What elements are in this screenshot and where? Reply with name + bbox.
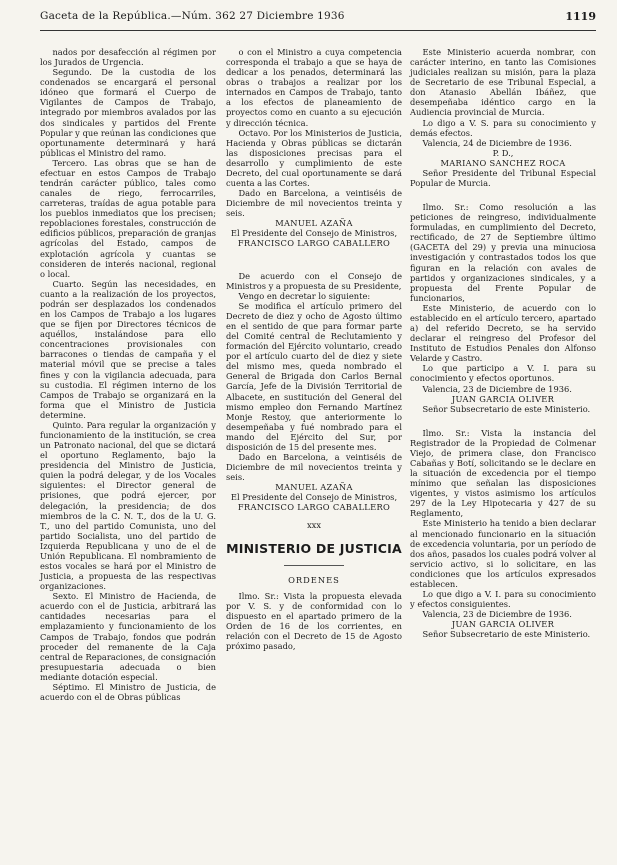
paragraph: Sexto. El Ministro de Hacienda, de acuerdo con el de Justicia, arbitrará las cantidades necesarias para el emplazamiento y funcionamiento de los Campos de Trabajo, fondos que podrán proceder del remanente de la Caja central de Reparaciones, de consignación presupuestaria adecuada o bien mediante dotación especial. (40, 591, 216, 682)
paragraph: Lo que digo a V. I. para su conocimiento y efectos consiguientes. (410, 588, 596, 610)
orden-secretario (410, 47, 596, 148)
paragraph: De acuerdo con el Consejo de Ministros y a propuesta de su Presidente, (226, 270, 402, 291)
addressee-3: Señor Subsecretario de este Ministerio. (422, 629, 591, 640)
paragraph: o con el Ministro a cuya competencia corresponda el trabajo a que se haya de dedicar a los penados, determinará las obras o trabajos a realizar por los internados en Campos de Trabajo, tanto a los efectos de planeamiento de proyectos como en cuanto a su ejecución y dirección técnica. (226, 47, 402, 128)
paragraph: Ilmo. Sr.: Vista la instancia del Registrador de la Propiedad de Colmenar Viejo, de primera clase, don Francisco Cabañas y Botí, solicitando se le declare en la situación de excedencia por el tiempo mínimo que señalan las disposiciones vigentes, y vistos asimismo los artículos 297 de la Ley Hipotecaria y 427 de su Reglamento, (410, 427, 596, 519)
signature-garcia-oliver-1: JUAN GARCIA OLIVER (451, 393, 555, 404)
paragraph: Lo que participo a V. I. para su conocimiento y efectos oportunos. (410, 363, 596, 384)
ministry-heading: MINISTERIO DE JUSTICIA (226, 540, 402, 556)
decree-continuation (226, 47, 402, 218)
ordenes-heading: ORDENES (288, 574, 340, 585)
header-title: Gaceta de la República.—Núm. 362 27 Diciembre 1936 (40, 10, 345, 22)
signature-largo-1: FRANCISCO LARGO CABALLERO (237, 238, 391, 249)
signature-president-title-2: El Presidente del Consejo de Ministros, (230, 492, 398, 503)
paragraph: Ilmo. Sr.: Como resolución a las peticiones de reingreso, individualmente formuladas, en cumplimiento del Decreto, rectificado, de 27 de Septiembre último (GACETA del 29) y previa una minuciosa investigación y contrastados todos los que figuran en la relación con avales de partidos y organizaciones sindicales, y a propuesta del Frente Popular de funcionarios, (410, 202, 596, 303)
orden-excedencia (410, 428, 596, 619)
column-1 (40, 47, 216, 702)
paragraph: Cuarto. Según las necesidades, en cuanto a la realización de los proyectos, podrán ser desplazados los condenados en los Campos de Trabajo a los lugares que se fijen por Directores técnicos de aquéllos, instalándose para ello concentraciones provisionales con barracones o tiendas de campaña y el material móvil que se precise a tales fines y con la vigilancia adecuada, para su custodia. El régimen interno de los Campos de Trabajo se organizará en la forma que el Ministro de Justicia determine. (40, 278, 216, 420)
paragraph: Este Ministerio acuerda nombrar, con carácter interino, en tanto las Comisiones judiciales realizan su misión, para la plaza de Secretario de ese Tribunal Especial, a don Atanasio Abellán Ibáñez, que desempeñaba idéntico cargo en la Audiencia provincial de Murcia. (410, 47, 596, 118)
column-3 (410, 47, 596, 639)
orden-reingreso (410, 202, 596, 393)
column-2 (226, 47, 402, 651)
paragraph: Dado en Barcelona, a veintiséis de Diciembre de mil novecientos treinta y seis. (226, 451, 402, 483)
section-separator: xxx (306, 520, 322, 531)
addressee-1: Señor Presidente del Tribunal Especial Popular de Murcia. (410, 167, 596, 189)
paragraph: Segundo. De la custodia de los condenados se encargará el personal idóneo que formará el Cuerpo de Vigilantes de Campos de Trabajo, integrado por miembros avalados por las dos sindicales y partidos del Frente Popular y que reúnan las condiciones que oportunamente determinará y hará públicas el Ministro del ramo. (40, 67, 216, 158)
pd-mark: P. D., (492, 147, 514, 158)
paragraph: Valencia, 23 de Diciembre de 1936. (422, 609, 572, 620)
page-number: 1119 (565, 10, 596, 23)
paragraph: Octavo. Por los Ministerios de Justicia, Hacienda y Obras públicas se dictarán las disposiciones precisas para el desarrollo y cumplimiento de este Decreto, del cual oportunamente se dará cuenta a las Cortes. (226, 127, 402, 189)
paragraph: Lo digo a V. S. para su conocimiento y demás efectos. (410, 117, 596, 138)
paragraph: Este Ministerio ha tenido a bien declarar al mencionado funcionario en la situación de excedencia voluntaria, por un período de dos años, pasados los cuales podrá volver al servicio activo, si lo solicitare, en las condiciones que los artículos expresados establecen. (410, 518, 596, 589)
paragraph: Dado en Barcelona, a veintiséis de Diciembre de mil novecientos treinta y seis. (226, 188, 402, 219)
paragraph: Tercero. Las obras que se han de efectuar en estos Campos de Trabajo tendrán carácter público, tales como canales de riego, ferrocarriles, carreteras, traídas de agua potable para los pueblos inmediatos que los precisen; repoblaciones forestales, construcción de edificios públicos, preparación de granjas agrícolas del Estado, campos de explotación agrícola y cuantas se consideren de interés nacional, regional o local. (40, 157, 216, 279)
col1-paragraphs (40, 47, 216, 702)
orden-preamble (226, 591, 402, 651)
page-header (40, 10, 596, 31)
paragraph: Quinto. Para regular la organización y funcionamiento de la institución, se crea un Patronato nacional, del que se dictará el oportuno Reglamento, bajo la presidencia del Ministro de Justicia, quien la podrá delegar, y de los Vocales siguientes: el Director general de prisiones, que podrá ejercer, por delegación, la presidencia; de dos miembros de la C. N. T., dos de la U. G. T., uno del partido Comunista, uno del partido Socialista, uno del partido de Izquierda Republicana y uno de el de Unión Republicana. El nombramiento de estos vocales se hará por el Ministro de Justicia, a propuesta de las respectivas organizaciones. (40, 419, 216, 592)
paragraph: Valencia, 24 de Diciembre de 1936. (422, 137, 572, 148)
paragraph: Se modifica el artículo primero del Decreto de diez y ocho de Agosto último en el sentido de que para formar parte del Comité central de Reclutamiento y formación del Ejército voluntario, creado por el artículo cuarto del de diez y siete del mismo mes, queda nombrado el General de Brigada don Carlos Bernal García, Jefe de la División Territorial de Albacete, en sustitución del General del mismo empleo don Fernando Martínez Monje Restoy, que anteriormente lo desempeñaba y fué nombrado para el mando del Ejército del Sur, por disposición de 15 del presente mes. (226, 300, 402, 452)
paragraph: Séptimo. El Ministro de Justicia, de acuerdo con el de Obras públicas (40, 681, 216, 702)
signature-president-title-1: El Presidente del Consejo de Ministros, (230, 228, 398, 239)
paragraph: Este Ministerio, de acuerdo con lo establecido en el artículo tercero, apartado a) del referido Decreto, se ha servido declarar el reingreso del Profesor del Instituto de Estudios Penales don Alfonso Velarde y Castro. (410, 302, 596, 364)
signature-largo-2: FRANCISCO LARGO CABALLERO (237, 502, 391, 513)
addressee-2: Señor Subsecretario de este Ministerio. (422, 403, 591, 414)
paragraph: Ilmo. Sr.: Vista la propuesta elevada por V. S. y de conformidad con lo dispuesto en el apartado primero de la Orden de 16 de los corrientes, en relación con el Decreto de 15 de Agosto próximo pasado, (226, 590, 402, 651)
paragraph: Vengo en decretar lo siguiente: (238, 290, 371, 301)
decree-bernal (226, 271, 402, 483)
signature-azana-1: MANUEL AZAÑA (275, 218, 353, 229)
signature-azana-2: MANUEL AZAÑA (275, 482, 353, 493)
paragraph: nados por desafección al régimen por los Jurados de Urgencia. (40, 47, 216, 68)
signature-garcia-oliver-2: JUAN GARCIA OLIVER (451, 619, 555, 630)
paragraph: Valencia, 23 de Diciembre de 1936. (422, 383, 572, 394)
heading-rule (284, 565, 344, 566)
signature-sanchez-roca: MARIANO SANCHEZ ROCA (440, 157, 566, 168)
